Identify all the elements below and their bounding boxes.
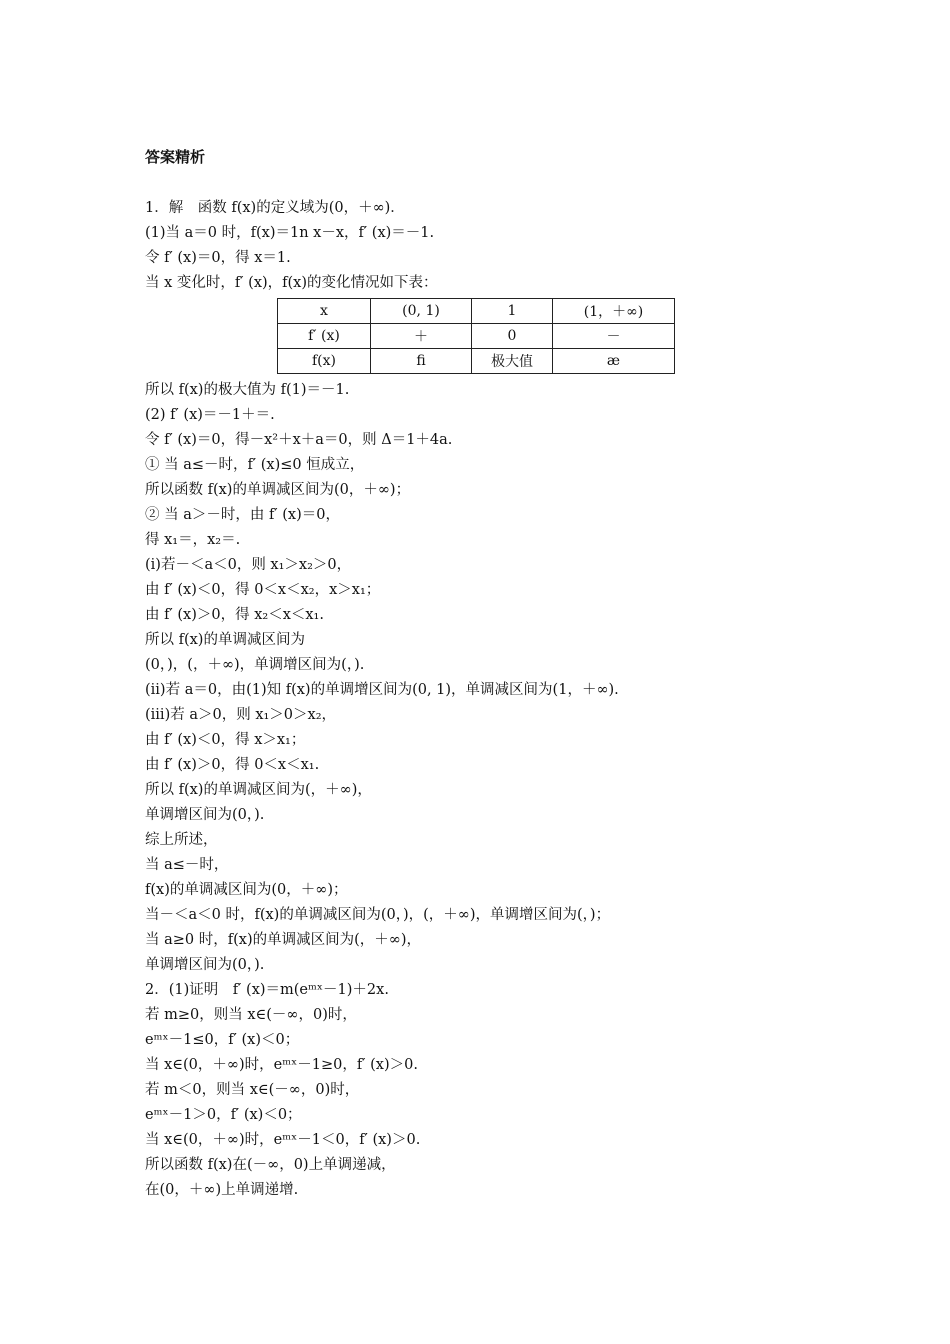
- text-line: 当 x∈(0，＋∞)时，eᵐˣ－1≥0，f′ (x)＞0.: [145, 1057, 418, 1073]
- table-cell: ＋: [371, 324, 472, 349]
- text-line: 当 a≥0 时，f(x)的单调减区间为(，＋∞)，: [145, 932, 421, 948]
- text-line: 令 f′ (x)＝0，得－x²＋x＋a＝0，则 Δ＝1＋4a.: [145, 432, 453, 448]
- text-line: 1．解 函数 f(x)的定义域为(0，＋∞)．: [145, 200, 405, 216]
- text-line: eᵐˣ－1＞0，f′ (x)＜0；: [145, 1107, 302, 1123]
- text-line: 由 f′ (x)＞0，得 0＜x＜x₁.: [145, 757, 320, 773]
- text-line: 所以 f(x)的极大值为 f(1)＝－1.: [145, 382, 350, 398]
- table-row: [278, 349, 675, 374]
- table-cell: (1，＋∞): [553, 299, 675, 324]
- table-cell: 极大值: [472, 349, 553, 374]
- text-line: 所以 f(x)的单调减区间为: [145, 632, 305, 648]
- table-cell: x: [278, 299, 371, 324]
- text-line: (ii)若 a＝0，由(1)知 f(x)的单调增区间为(0, 1)，单调减区间为(1，＋∞).: [145, 682, 619, 698]
- text-line: 由 f′ (x)＞0，得 x₂＜x＜x₁.: [145, 607, 324, 623]
- text-line: 由 f′ (x)＜0，得 x＞x₁；: [145, 732, 306, 748]
- text-line: 得 x₁＝，x₂＝.: [145, 532, 241, 548]
- table-cell: f(x): [278, 349, 371, 374]
- table-cell: 1: [472, 299, 553, 324]
- table-cell: 0: [472, 324, 553, 349]
- text-line: 2．(1)证明 f′ (x)＝m(eᵐˣ－1)＋2x.: [145, 982, 389, 998]
- text-line: 所以 f(x)的单调减区间为(，＋∞)，: [145, 782, 372, 798]
- text-line: (iii)若 a＞0，则 x₁＞0＞x₂，: [145, 707, 337, 723]
- text-line: f(x)的单调减区间为(0，＋∞)；: [145, 882, 348, 898]
- text-line: 当 a≤－时，: [145, 857, 229, 873]
- text-line: 所以函数 f(x)在(－∞，0)上单调递减，: [145, 1157, 396, 1173]
- variation-table: [277, 298, 675, 374]
- text-line: 单调增区间为(0，).: [145, 807, 265, 823]
- text-line: (0，)，(，＋∞)，单调增区间为(，).: [145, 657, 365, 673]
- text-line: ① 当 a≤－时，f′ (x)≤0 恒成立，: [145, 457, 365, 473]
- text-line: ② 当 a＞－时，由 f′ (x)＝0，: [145, 507, 340, 523]
- text-line: (2) f′ (x)＝－1＋＝.: [145, 407, 275, 423]
- text-line: 当 x 变化时，f′ (x)，f(x)的变化情况如下表：: [145, 275, 438, 291]
- text-line: 所以函数 f(x)的单调减区间为(0，＋∞)；: [145, 482, 411, 498]
- table-cell: æ: [553, 349, 675, 374]
- text-line: 令 f′ (x)＝0，得 x＝1.: [145, 250, 291, 266]
- text-line: 综上所述，: [145, 832, 218, 848]
- table-cell: ﬁ: [371, 349, 472, 374]
- table-row: [278, 324, 675, 349]
- table-cell: (0, 1): [371, 299, 472, 324]
- text-line: (1)当 a＝0 时，f(x)＝1n x－x，f′ (x)＝－1.: [145, 225, 435, 241]
- table-cell: f′ (x): [278, 324, 371, 349]
- text-line: 若 m＜0，则当 x∈(－∞，0)时，: [145, 1082, 360, 1098]
- text-line: 由 f′ (x)＜0，得 0＜x＜x₂，x＞x₁；: [145, 582, 381, 598]
- text-line: 在(0，＋∞)上单调递增.: [145, 1182, 299, 1198]
- table-cell: －: [553, 324, 675, 349]
- text-line: 当－＜a＜0 时，f(x)的单调减区间为(0，)，(，＋∞)，单调增区间为(，)；: [145, 907, 611, 923]
- text-line: 单调增区间为(0，).: [145, 957, 265, 973]
- text-line: 当 x∈(0，＋∞)时，eᵐˣ－1＜0，f′ (x)＞0.: [145, 1132, 421, 1148]
- text-line: 若 m≥0，则当 x∈(－∞，0)时，: [145, 1007, 357, 1023]
- answer-heading: 答案精析: [145, 148, 206, 166]
- text-line: eᵐˣ－1≤0，f′ (x)＜0；: [145, 1032, 300, 1048]
- table-row: [278, 299, 675, 324]
- text-line: (i)若－＜a＜0，则 x₁＞x₂＞0，: [145, 557, 352, 573]
